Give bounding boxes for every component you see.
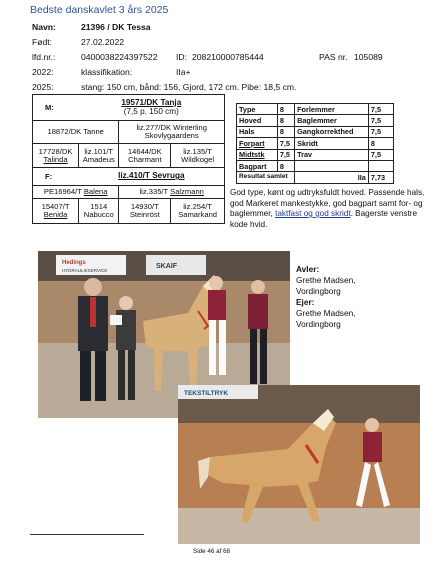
pedigree-cell-sd xyxy=(79,144,119,168)
trot-photo xyxy=(178,385,420,544)
dd1-name: Benida xyxy=(43,210,68,219)
sire-name: 19571/DK Tanja xyxy=(121,97,182,107)
score-value: 7,5 xyxy=(368,126,393,137)
dam-dam-id: liz.335/T xyxy=(139,187,171,197)
dd3-name: Steinröst xyxy=(129,210,160,219)
description-link[interactable]: taktfast og god skridt xyxy=(275,209,351,218)
score-label: Type xyxy=(237,104,278,115)
horse-name: 21396 / DK Tessa xyxy=(81,22,151,32)
ifd-label: lfd.nr.: xyxy=(32,52,56,62)
pedigree-cell-dd2 xyxy=(79,199,119,224)
score-row xyxy=(237,126,394,137)
trot-photo-image xyxy=(178,385,420,544)
pedigree-cell-dd1 xyxy=(33,199,79,224)
score-label: Trav xyxy=(295,149,369,160)
classification-label: klassifikation: xyxy=(81,67,133,77)
name-label: Navn: xyxy=(32,22,56,32)
sire-label: M: xyxy=(33,95,79,121)
pedigree-table xyxy=(32,94,225,224)
score-value: 7,5 xyxy=(368,115,393,126)
breeder-name: Grethe Madsen, xyxy=(296,274,356,285)
result-label: Resultat samlet xyxy=(237,172,295,183)
pas-number: 105089 xyxy=(354,52,383,62)
dd2-id: 1514 xyxy=(90,202,108,212)
banner-sponsor: SKAIF xyxy=(156,263,177,270)
sire-sire: 18872/DK Tanne xyxy=(33,121,119,144)
owners-block xyxy=(296,264,356,330)
sire-dam-line1: liz.277/DK Winterling xyxy=(136,123,207,133)
id-label: ID: xyxy=(176,52,187,62)
score-label: Baglemmer xyxy=(295,115,369,126)
judge-description xyxy=(230,188,435,230)
owner-place: Vordingborg xyxy=(296,318,341,329)
score-row xyxy=(237,138,394,149)
sire-points: (7,5 p. 150 cm) xyxy=(123,106,179,116)
classification-value: IIa+ xyxy=(176,67,191,77)
score-label xyxy=(295,160,369,171)
pas-label: PAS nr. xyxy=(319,52,348,62)
result-value: 7,73 xyxy=(368,172,393,183)
dd4-id: liz.254/T xyxy=(183,202,212,212)
description-text-1: God type, kønt og udtryksfuldt hoved. Passende hals, god Markeret mankestykke, god bagpart samt for- og baglemmer, xyxy=(230,188,425,218)
page-header: Bedste danskavlet 3 års 2025 xyxy=(30,4,169,16)
score-value xyxy=(368,160,393,171)
score-label: Gangkorrekthed xyxy=(295,126,369,137)
pedigree-cell-ss xyxy=(33,144,79,168)
year-2022-label: 2022: xyxy=(32,67,54,77)
sire-dam xyxy=(119,121,225,144)
score-row xyxy=(237,115,394,126)
dd3-id: 14930/T xyxy=(130,202,159,212)
score-row xyxy=(237,104,394,115)
owner-label: Ejer: xyxy=(296,296,315,307)
dam-name: liz.410/T Sevruga xyxy=(79,168,225,186)
ss-sire-id: 17728/DK xyxy=(38,146,73,156)
dd2-name: Nabucco xyxy=(83,210,114,219)
score-value: 7,5 xyxy=(277,138,294,149)
banner-text: TEKSTILTRYK xyxy=(184,390,229,397)
score-result-row xyxy=(237,172,394,183)
year-2025-label: 2025: xyxy=(32,82,54,92)
dd1-id: 15407/T xyxy=(41,202,70,212)
sd-sire-name: Charmant xyxy=(128,154,162,164)
score-value: 8 xyxy=(277,104,294,115)
dam-sire-name: Balena xyxy=(83,187,108,197)
breeder-place: Vordingborg xyxy=(296,285,341,296)
ifd-number: 0400038224397522 xyxy=(81,52,158,62)
score-value: 8 xyxy=(277,115,294,126)
score-label: Hoved xyxy=(237,115,278,126)
sd-dam-name: Wildkogel xyxy=(181,154,215,164)
score-label: Forpart xyxy=(237,138,278,149)
description-text-2: . Bagerste venstre kode hvid. xyxy=(230,209,418,229)
result-class: IIa xyxy=(295,172,369,183)
score-value: 7,5 xyxy=(368,104,393,115)
owner-name: Grethe Madsen, xyxy=(296,307,356,318)
sire-cell xyxy=(79,95,225,121)
born-date: 27.02.2022 xyxy=(81,37,125,47)
score-label: Hals xyxy=(237,126,278,137)
dam-dam-name: Salzmann xyxy=(170,187,204,197)
born-label: Født: xyxy=(32,37,53,47)
dam-sire xyxy=(33,186,119,199)
id-number: 208210000785444 xyxy=(192,52,264,62)
score-value: 8 xyxy=(368,138,393,149)
score-label: Forlemmer xyxy=(295,104,369,115)
banner-brand: Hedings xyxy=(62,260,86,266)
sire-dam-line2: Skovlygaardens xyxy=(144,131,199,140)
dam-label: F: xyxy=(33,168,79,186)
dam-sire-id: PE16964/T xyxy=(43,187,84,197)
score-row xyxy=(237,149,394,160)
dam-dam xyxy=(119,186,225,199)
score-label: Bagpart xyxy=(237,160,278,171)
ss-sire-name: Talinda xyxy=(43,154,68,164)
banner-service: HYDRAULIKSERVICE xyxy=(62,268,108,273)
score-row xyxy=(237,160,394,171)
pedigree-cell-ds xyxy=(119,144,171,168)
dd4-name: Samarkand xyxy=(178,210,218,219)
score-value: 7,5 xyxy=(368,149,393,160)
score-value: 8 xyxy=(277,160,294,171)
pedigree-cell-dd3 xyxy=(119,199,171,224)
score-value: 7,5 xyxy=(277,149,294,160)
footer-divider xyxy=(30,534,144,535)
score-label: Midtstk xyxy=(237,149,278,160)
score-value: 8 xyxy=(277,126,294,137)
pedigree-cell-dd4 xyxy=(171,199,225,224)
score-label: Skridt xyxy=(295,138,369,149)
score-table xyxy=(236,103,394,184)
ss-dam-name: Amadeus xyxy=(82,154,115,164)
measurements: stang: 150 cm, bånd: 156, Gjord, 172 cm. Pibe: 18,5 cm. xyxy=(81,82,297,92)
breeder-label: Avler: xyxy=(296,264,320,274)
sd-dam-id: liz.135/T xyxy=(183,146,212,156)
sd-sire-id: 14644/DK xyxy=(127,146,162,156)
page-number: Side 46 af 68 xyxy=(193,548,231,555)
pedigree-cell-dd xyxy=(171,144,225,168)
ss-dam-id: liz.101/T xyxy=(84,146,114,156)
